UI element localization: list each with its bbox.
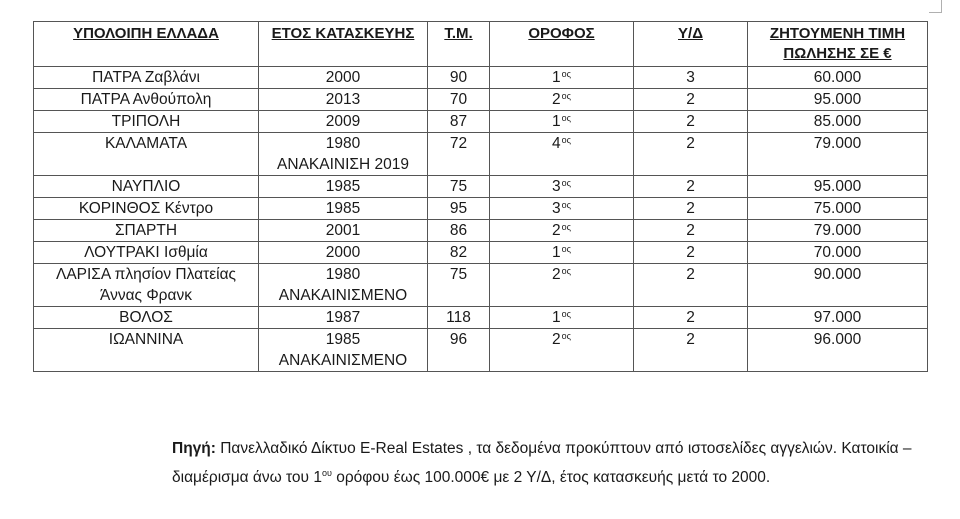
header-bedrooms: Υ/Δ xyxy=(634,22,748,67)
table-row xyxy=(34,329,928,372)
cell-price: 96.000 xyxy=(748,329,928,372)
year-value: 1980 xyxy=(325,266,361,283)
source-label: Πηγή: xyxy=(172,440,216,457)
cell-sqm: 90 xyxy=(428,67,490,89)
cell-bedrooms: 2 xyxy=(634,89,748,111)
cell-bedrooms: 2 xyxy=(634,242,748,264)
cell-sqm: 87 xyxy=(428,111,490,133)
source-note xyxy=(172,436,912,490)
cell-sqm: 72 xyxy=(428,133,490,176)
cell-floor xyxy=(490,307,634,329)
cell-year xyxy=(259,220,428,242)
header-sqm: Τ.Μ. xyxy=(428,22,490,67)
year-value: 1987 xyxy=(325,309,361,326)
cell-year xyxy=(259,307,428,329)
year-value: 2009 xyxy=(325,113,361,130)
floor-ordinal: ος xyxy=(561,222,571,232)
cell-year xyxy=(259,329,428,372)
floor-number: 2 xyxy=(552,222,561,239)
year-value: 1980 xyxy=(325,135,361,152)
cell-price: 95.000 xyxy=(748,176,928,198)
year-value: 1985 xyxy=(325,331,361,348)
cell-floor xyxy=(490,67,634,89)
cell-floor xyxy=(490,264,634,307)
floor-ordinal: ος xyxy=(561,135,571,145)
listings-table xyxy=(33,21,928,372)
cell-floor xyxy=(490,176,634,198)
table-row xyxy=(34,67,928,89)
cell-region: ΚΑΛΑΜΑΤΑ xyxy=(34,133,259,176)
cell-region: ΝΑΥΠΛΙΟ xyxy=(34,176,259,198)
cell-bedrooms: 2 xyxy=(634,198,748,220)
cell-region: ΒΟΛΟΣ xyxy=(34,307,259,329)
cell-bedrooms: 2 xyxy=(634,307,748,329)
source-text-1: Πανελλαδικό Δίκτυο E-Real Estates , τα δεδομένα προκύπτουν από ιστοσελίδες αγγελιών. Κατοικία – διαμέρισμα άνω του 1 xyxy=(172,440,912,487)
year-value: 1985 xyxy=(325,200,361,217)
table-row xyxy=(34,264,928,307)
floor-number: 1 xyxy=(552,69,561,86)
year-value: 2001 xyxy=(325,222,361,239)
cell-sqm: 95 xyxy=(428,198,490,220)
table-row xyxy=(34,176,928,198)
header-row xyxy=(34,22,928,67)
floor-ordinal: ος xyxy=(561,244,571,254)
cell-price: 75.000 xyxy=(748,198,928,220)
cell-sqm: 75 xyxy=(428,264,490,307)
header-region: ΥΠΟΛΟΙΠΗ ΕΛΛΑΔΑ xyxy=(34,22,259,67)
floor-number: 2 xyxy=(552,91,561,108)
cell-sqm: 82 xyxy=(428,242,490,264)
cell-year xyxy=(259,242,428,264)
table-row xyxy=(34,220,928,242)
cell-bedrooms: 2 xyxy=(634,176,748,198)
header-floor: ΟΡΟΦΟΣ xyxy=(490,22,634,67)
source-text-2: ορόφου έως 100.000€ με 2 Υ/Δ, έτος κατασκευής μετά το 2000. xyxy=(331,469,771,487)
cell-floor xyxy=(490,329,634,372)
floor-number: 4 xyxy=(552,135,561,152)
year-note: ΑΝΑΚΑΙΝΙΣΜΕΝΟ xyxy=(278,287,408,304)
floor-ordinal: ος xyxy=(561,178,571,188)
cell-region: ΙΩΑΝΝΙΝΑ xyxy=(34,329,259,372)
table-row xyxy=(34,307,928,329)
cell-sqm: 70 xyxy=(428,89,490,111)
cell-price: 60.000 xyxy=(748,67,928,89)
cell-year xyxy=(259,133,428,176)
floor-number: 3 xyxy=(552,178,561,195)
floor-number: 3 xyxy=(552,200,561,217)
source-superscript: ου xyxy=(321,468,332,478)
cell-year xyxy=(259,89,428,111)
cell-floor xyxy=(490,242,634,264)
cell-price: 95.000 xyxy=(748,89,928,111)
cell-price: 90.000 xyxy=(748,264,928,307)
cell-sqm: 86 xyxy=(428,220,490,242)
floor-number: 1 xyxy=(552,113,561,130)
floor-ordinal: ος xyxy=(561,113,571,123)
floor-ordinal: ος xyxy=(561,266,571,276)
table-row xyxy=(34,111,928,133)
cell-region: ΣΠΑΡΤΗ xyxy=(34,220,259,242)
cell-price: 85.000 xyxy=(748,111,928,133)
year-value: 2000 xyxy=(325,69,361,86)
table-row xyxy=(34,242,928,264)
cell-year xyxy=(259,198,428,220)
cell-sqm: 96 xyxy=(428,329,490,372)
page-corner-mark xyxy=(929,0,942,13)
table-row xyxy=(34,198,928,220)
year-value: 2000 xyxy=(325,244,361,261)
cell-region: ΤΡΙΠΟΛΗ xyxy=(34,111,259,133)
cell-sqm: 75 xyxy=(428,176,490,198)
cell-year xyxy=(259,111,428,133)
cell-floor xyxy=(490,220,634,242)
floor-ordinal: ος xyxy=(561,200,571,210)
cell-price: 79.000 xyxy=(748,220,928,242)
cell-sqm: 118 xyxy=(428,307,490,329)
floor-ordinal: ος xyxy=(561,331,571,341)
cell-bedrooms: 2 xyxy=(634,329,748,372)
table-row xyxy=(34,133,928,176)
header-year: ΕΤΟΣ ΚΑΤΑΣΚΕΥΗΣ xyxy=(259,22,428,67)
cell-region: ΛΑΡΙΣΑ πλησίον Πλατείας Άννας Φρανκ xyxy=(34,264,259,307)
cell-year xyxy=(259,67,428,89)
cell-bedrooms: 2 xyxy=(634,133,748,176)
cell-region: ΠΑΤΡΑ Ζαβλάνι xyxy=(34,67,259,89)
cell-year xyxy=(259,176,428,198)
cell-price: 70.000 xyxy=(748,242,928,264)
table-row xyxy=(34,89,928,111)
cell-region: ΛΟΥΤΡΑΚΙ Ισθμία xyxy=(34,242,259,264)
floor-number: 1 xyxy=(552,309,561,326)
cell-bedrooms: 3 xyxy=(634,67,748,89)
cell-price: 79.000 xyxy=(748,133,928,176)
cell-region: ΚΟΡΙΝΘΟΣ Κέντρο xyxy=(34,198,259,220)
year-value: 1985 xyxy=(325,178,361,195)
year-note: ΑΝΑΚΑΙΝΙΣΜΕΝΟ xyxy=(278,352,408,369)
header-price: ΖΗΤΟΥΜΕΝΗ ΤΙΜΗ ΠΩΛΗΣΗΣ ΣΕ € xyxy=(748,22,928,67)
floor-ordinal: ος xyxy=(561,309,571,319)
floor-number: 2 xyxy=(552,266,561,283)
cell-price: 97.000 xyxy=(748,307,928,329)
floor-ordinal: ος xyxy=(561,91,571,101)
cell-bedrooms: 2 xyxy=(634,111,748,133)
cell-bedrooms: 2 xyxy=(634,220,748,242)
cell-region: ΠΑΤΡΑ Ανθούπολη xyxy=(34,89,259,111)
cell-year xyxy=(259,264,428,307)
cell-floor xyxy=(490,89,634,111)
floor-number: 2 xyxy=(552,331,561,348)
cell-floor xyxy=(490,198,634,220)
year-note: ΑΝΑΚΑΙΝΙΣΗ 2019 xyxy=(277,156,409,173)
cell-floor xyxy=(490,111,634,133)
year-value: 2013 xyxy=(325,91,361,108)
floor-ordinal: ος xyxy=(561,69,571,79)
cell-bedrooms: 2 xyxy=(634,264,748,307)
floor-number: 1 xyxy=(552,244,561,261)
cell-floor xyxy=(490,133,634,176)
